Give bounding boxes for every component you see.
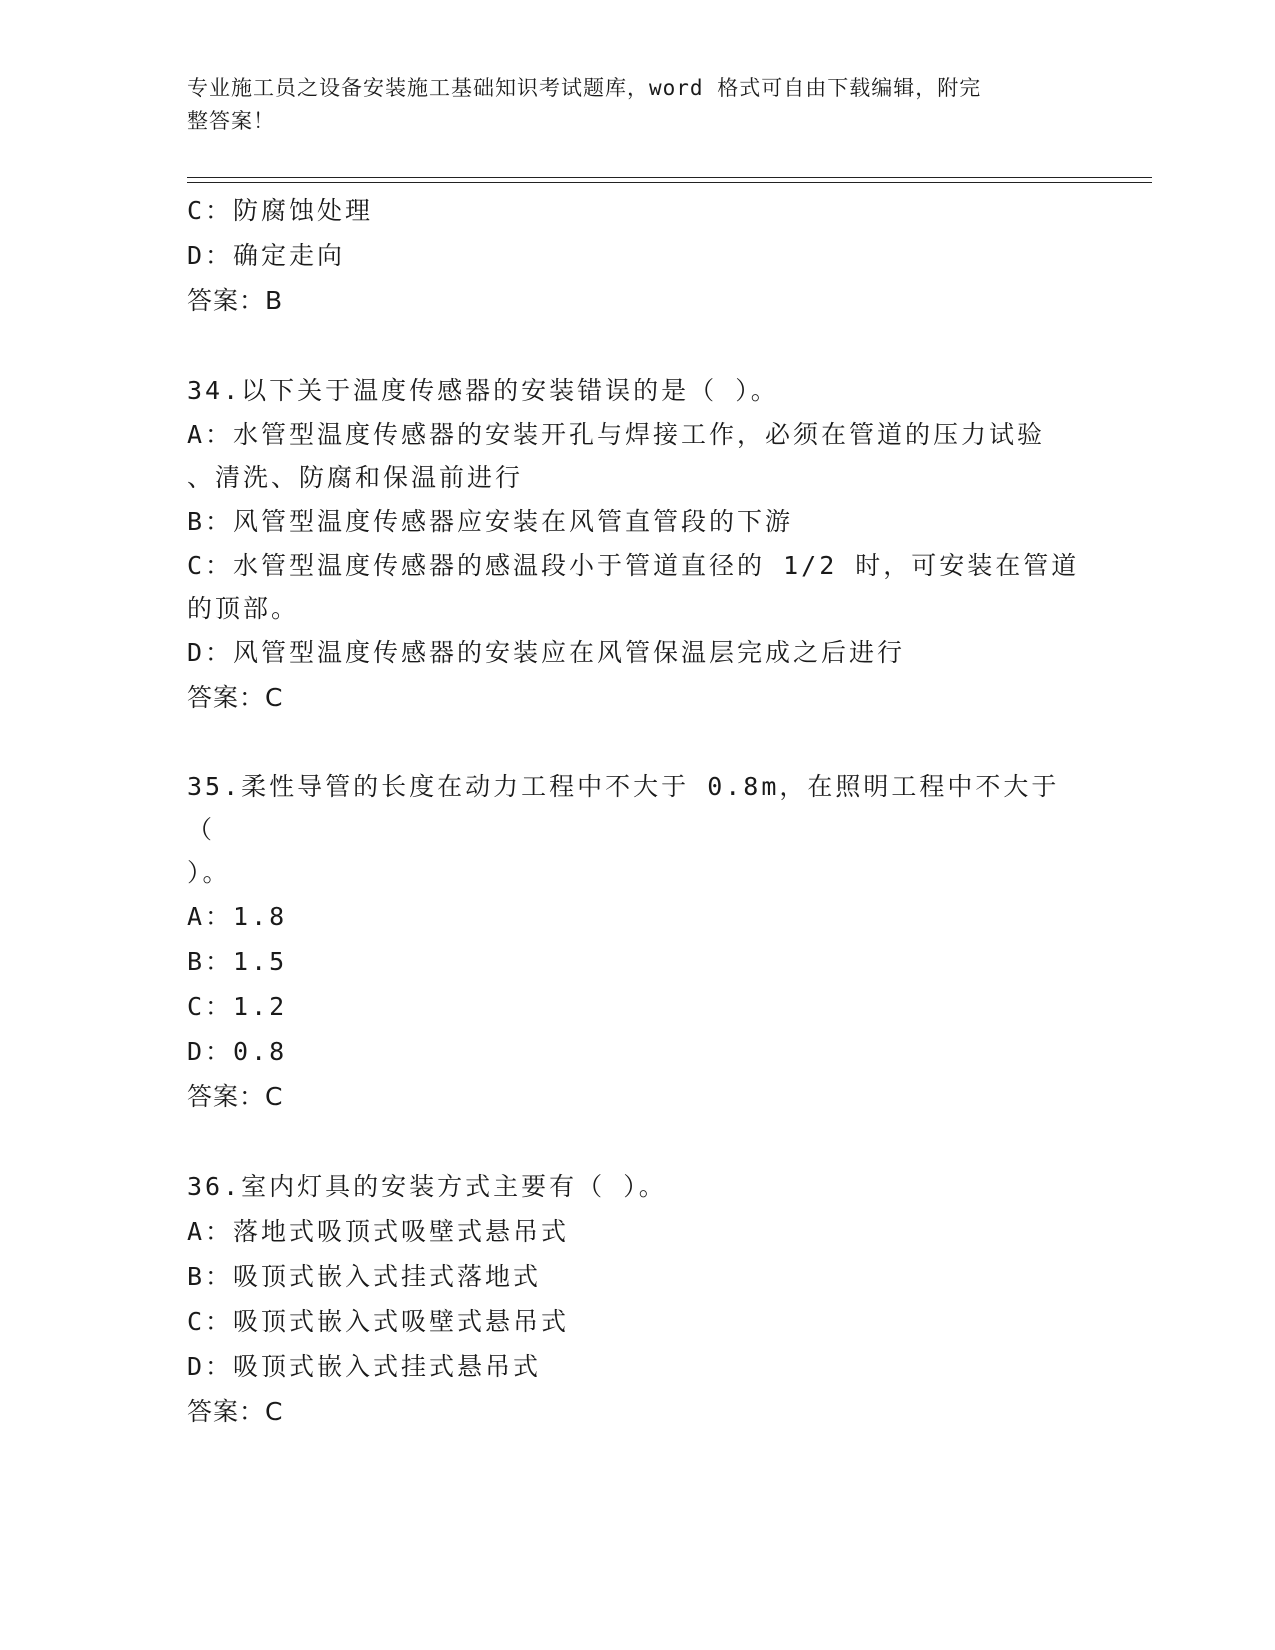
question-stem: 36.室内灯具的安装方式主要有（ ）。 bbox=[187, 1172, 667, 1201]
option-a-line-1: A：水管型温度传感器的安装开孔与焊接工作，必须在管道的压力试验 bbox=[187, 420, 1046, 449]
question-36 bbox=[187, 1164, 1087, 1434]
question-stem-line-1: 35.柔性导管的长度在动力工程中不大于 0.8m，在照明工程中不大于（ bbox=[187, 772, 1060, 844]
question-35 bbox=[187, 765, 1087, 1119]
option-b: B：1.5 bbox=[187, 947, 288, 976]
question-stem: 34.以下关于温度传感器的安装错误的是（ ）。 bbox=[187, 376, 779, 405]
option-c: C：防腐蚀处理 bbox=[187, 196, 374, 225]
question-34 bbox=[187, 368, 1087, 720]
option-b: B：吸顶式嵌入式挂式落地式 bbox=[187, 1262, 542, 1291]
option-d: D：风管型温度传感器的安装应在风管保温层完成之后进行 bbox=[187, 638, 906, 667]
question-stem-line-2: ）。 bbox=[187, 858, 231, 887]
option-a: A：1.8 bbox=[187, 902, 288, 931]
answer-line: 答案：C bbox=[187, 683, 284, 712]
option-c-line-1: C：水管型温度传感器的感温段小于管道直径的 1/2 时，可安装在管道 bbox=[187, 551, 1080, 580]
header-title-line-1: 专业施工员之设备安装施工基础知识考试题库，word 格式可自由下载编辑，附完 bbox=[187, 76, 982, 100]
answer-line: 答案：B bbox=[187, 286, 284, 315]
option-b: B：风管型温度传感器应安装在风管直管段的下游 bbox=[187, 507, 794, 536]
option-c-line-2: 的顶部。 bbox=[187, 594, 300, 623]
answer-line: 答案：C bbox=[187, 1082, 284, 1111]
option-c: C：1.2 bbox=[187, 992, 288, 1021]
header-title-line-2: 整答案！ bbox=[187, 109, 275, 133]
document-header bbox=[187, 72, 1067, 138]
header-divider-bottom bbox=[187, 182, 1152, 183]
option-d: D：吸顶式嵌入式挂式悬吊式 bbox=[187, 1352, 542, 1381]
option-d: D：确定走向 bbox=[187, 241, 346, 270]
spacer bbox=[187, 720, 1087, 765]
option-a-line-2: 、清洗、防腐和保温前进行 bbox=[187, 463, 524, 492]
option-a: A：落地式吸顶式吸壁式悬吊式 bbox=[187, 1217, 570, 1246]
question-33-continued bbox=[187, 188, 1087, 323]
option-d: D：0.8 bbox=[187, 1037, 288, 1066]
option-c: C：吸顶式嵌入式吸壁式悬吊式 bbox=[187, 1307, 570, 1336]
question-content bbox=[187, 188, 1087, 1434]
spacer bbox=[187, 1119, 1087, 1164]
header-divider-top bbox=[187, 177, 1152, 178]
answer-line: 答案：C bbox=[187, 1397, 284, 1426]
spacer bbox=[187, 323, 1087, 368]
